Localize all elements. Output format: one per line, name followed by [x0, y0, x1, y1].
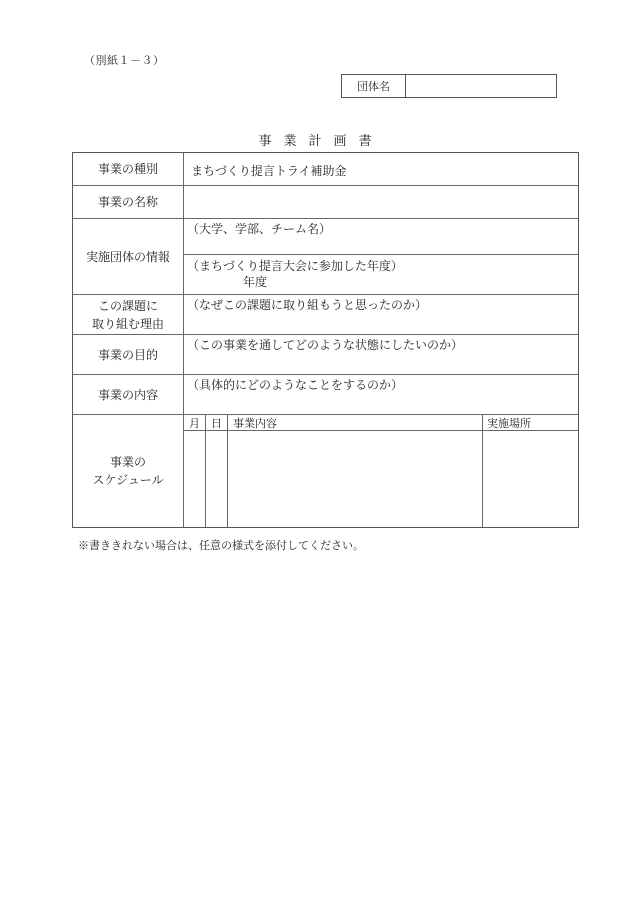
footnote: ※書ききれない場合は、任意の様式を添付してください。 — [78, 539, 364, 552]
organization-name-field[interactable] — [406, 75, 556, 97]
name-field[interactable] — [191, 195, 571, 211]
schedule-col-place: 実施場所 — [487, 417, 531, 430]
organization-name-label: 団体名 — [342, 75, 406, 97]
group-info-year-suffix: 年度 — [243, 275, 268, 289]
organization-name-box — [341, 74, 557, 98]
purpose-label: 事業の目的 — [97, 348, 158, 362]
schedule-label — [73, 415, 183, 527]
name-label: 事業の名称 — [97, 195, 158, 209]
label-column-divider — [183, 153, 184, 527]
type-label: 事業の種別 — [97, 162, 158, 176]
group-info-hint-year: （まちづくり提言大会に参加した年度） — [187, 259, 403, 273]
schedule-col-activity: 事業内容 — [233, 417, 277, 430]
schedule-col-month: 月 — [189, 417, 200, 430]
reason-label-line2: 取り組む理由 — [91, 317, 164, 331]
schedule-month-divider — [205, 414, 206, 527]
page-title: 事業計画書 — [258, 134, 384, 149]
reason-label — [73, 295, 183, 335]
schedule-label-line2: スケジュール — [92, 473, 164, 487]
content-label: 事業の内容 — [97, 388, 158, 402]
schedule-col-day: 日 — [211, 417, 222, 430]
group-info-hint-team: （大学、学部、チーム名） — [187, 222, 332, 236]
purpose-hint: （この事業を通してどのような状態にしたいのか） — [187, 338, 464, 352]
schedule-label-line1: 事業の — [109, 455, 146, 469]
type-value[interactable]: まちづくり提言トライ補助金 — [191, 164, 347, 178]
business-plan-table — [72, 152, 579, 528]
reason-label-line1: この課題に — [97, 299, 158, 313]
schedule-place-divider — [482, 414, 483, 527]
content-hint: （具体的にどのようなことをするのか） — [187, 378, 404, 392]
row-subdivider — [183, 254, 578, 255]
group-info-label: 実施団体の情報 — [85, 249, 170, 264]
attachment-label: （別紙１－３） — [84, 54, 165, 67]
schedule-day-divider — [227, 414, 228, 527]
reason-hint: （なぜこの課題に取り組もうと思ったのか） — [187, 298, 428, 312]
